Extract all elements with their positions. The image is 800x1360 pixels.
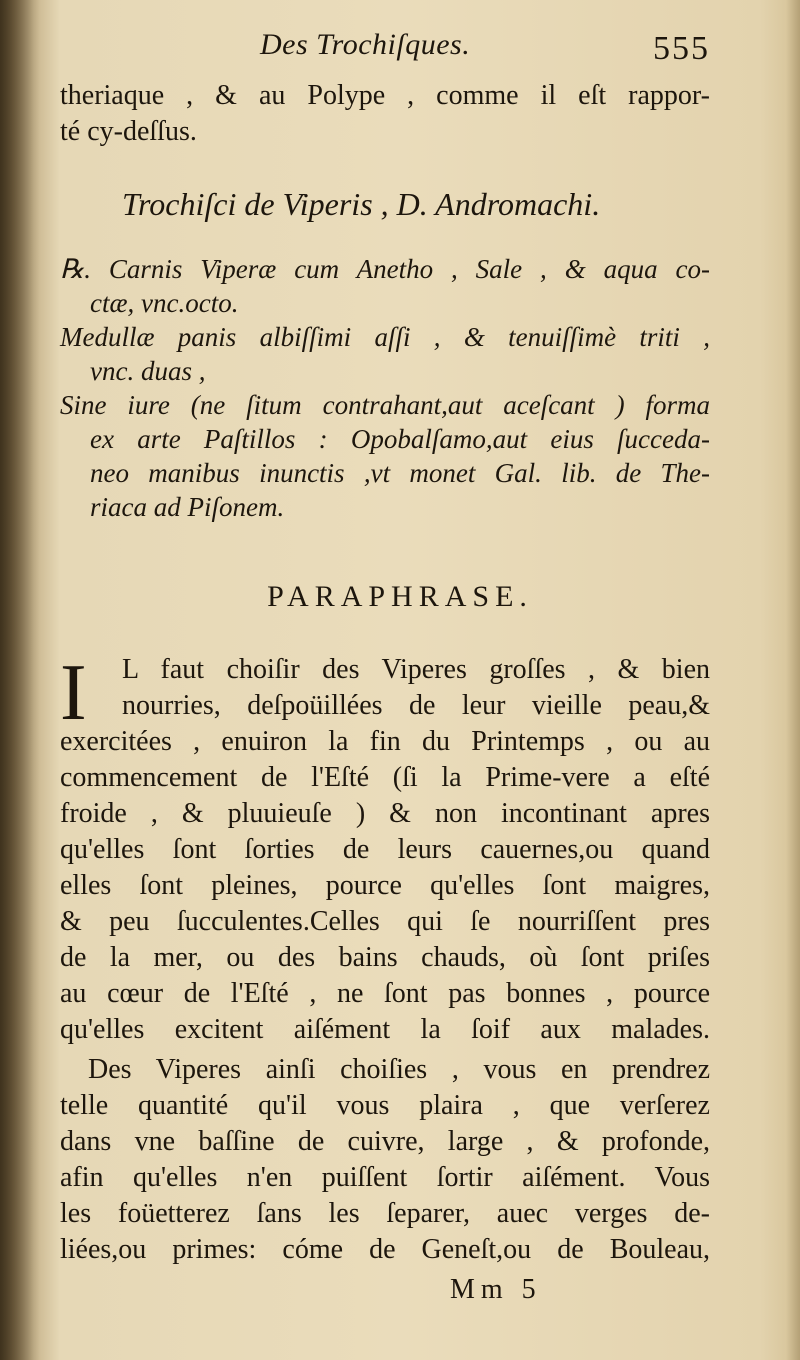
text-line: les foüetterez ſans les ſeparer, auec verges de- <box>60 1198 710 1229</box>
text-line: ctæ, vnc.octo. <box>90 288 239 318</box>
text-line: telle quantité qu'il vous plaira , que verſerez <box>60 1090 710 1121</box>
text-line: ex arte Paſtillos : Opobalſamo,aut eius ſucceda- <box>90 424 710 454</box>
recipe-text <box>60 252 710 524</box>
text-line: afin qu'elles n'en puiſſent ſortir aiſément. Vous <box>60 1162 710 1193</box>
text-line: de la mer, ou des bains chauds, où ſont priſes <box>60 942 710 973</box>
text-line: theriaque , & au Polype , comme il eſt rappor- <box>60 80 710 111</box>
text-line: Medullæ panis albiſſimi aſſi , & tenuiſſimè triti , <box>60 322 710 352</box>
binding-gutter <box>0 0 40 1360</box>
text-line: dans vne baſſine de cuivre, large , & profonde, <box>60 1126 710 1157</box>
text-line: liées,ou primes: cóme de Geneſt,ou de Bouleau, <box>60 1234 710 1265</box>
text-line: té cy-deſſus. <box>60 116 197 147</box>
text-line: L faut choiſir des Viperes groſſes , & bien <box>122 654 710 685</box>
text-line: nourries, deſpoüillées de leur vieille peau,& <box>122 690 710 721</box>
intro-text <box>60 78 710 150</box>
running-title: Des Trochiſques. <box>260 28 471 61</box>
section-heading: PARAPHRASE. <box>267 580 533 613</box>
text-line: Des Viperes ainſi choiſies , vous en prendrez <box>88 1054 710 1085</box>
text-line: riaca ad Piſonem. <box>90 492 285 522</box>
text-line: commencement de l'Eſté (ſi la Prime-vere a eſté <box>60 762 710 793</box>
text-line: qu'elles ſont ſorties de leurs cauernes,ou quand <box>60 834 710 865</box>
text-line: qu'elles excitent aiſément la ſoif aux malades. <box>60 1014 710 1045</box>
page-header <box>60 28 710 72</box>
text-line: neo manibus inunctis ,vt monet Gal. lib. de The- <box>90 458 710 488</box>
text-line: au cœur de l'Eſté , ne ſont pas bonnes , pource <box>60 978 710 1009</box>
recipe-title: Trochiſci de Viperis , D. Andromachi. <box>122 186 601 222</box>
text-line: elles ſont pleines, pource qu'elles ſont maigres, <box>60 870 710 901</box>
paragraph-2 <box>60 1052 710 1268</box>
text-line: ℞. Carnis Viperæ cum Anetho , Sale , & aqua co- <box>60 254 710 284</box>
text-line: Sine iure (ne ſitum contrahant,aut aceſcant ) forma <box>60 390 710 420</box>
text-line: exercitées , enuiron la fin du Printemps , ou au <box>60 726 710 757</box>
page-edge <box>786 0 800 1360</box>
paragraph-1 <box>60 649 710 1048</box>
text-line: froide , & pluuieuſe ) & non incontinant apres <box>60 798 710 829</box>
text-line: & peu ſucculentes.Celles qui ſe nourriſſent pres <box>60 906 710 937</box>
signature-mark: Mm 5 <box>450 1274 542 1305</box>
page-number: 555 <box>653 30 710 67</box>
drop-cap: I <box>60 649 87 737</box>
text-line: vnc. duas , <box>90 356 206 386</box>
